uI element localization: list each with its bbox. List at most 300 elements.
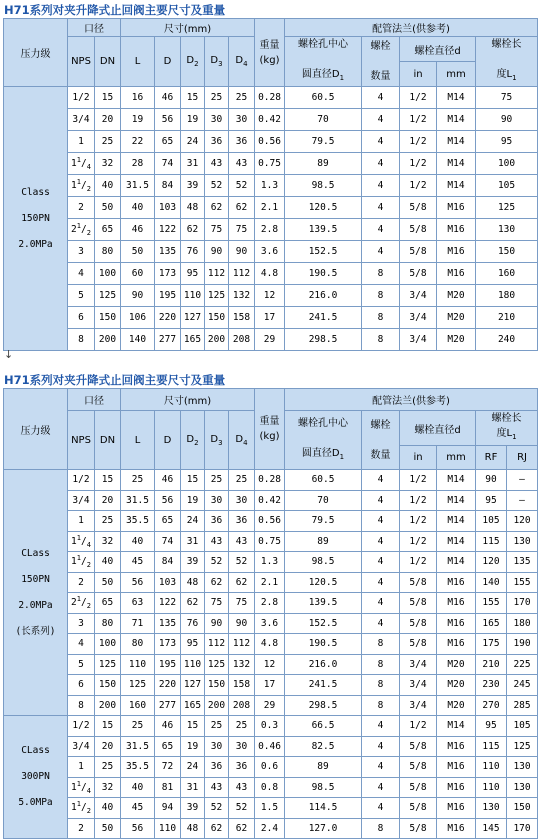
cell-nps: 3/4 <box>68 109 95 131</box>
cell-d2: 95 <box>181 263 205 285</box>
cell-bolt-in: 3/4 <box>400 307 437 329</box>
cell-bolt-in: 1/2 <box>400 109 437 131</box>
cell-bolt-mm: M16 <box>437 593 476 614</box>
cell-weight: 0.42 <box>255 109 285 131</box>
cell-d2: 62 <box>181 219 205 241</box>
cell-l: 19 <box>121 109 155 131</box>
cell-dn: 20 <box>95 736 121 757</box>
cell-bolt-circle: 139.5 <box>285 219 362 241</box>
cell-d: 220 <box>155 675 181 696</box>
cell-dn: 25 <box>95 757 121 778</box>
cell-dn: 150 <box>95 675 121 696</box>
cell-l: 46 <box>121 219 155 241</box>
cell-bolt-circle: 89 <box>285 757 362 778</box>
cell-d: 56 <box>155 490 181 511</box>
cell-l: 31.5 <box>121 175 155 197</box>
cell-weight: 3.6 <box>255 613 285 634</box>
cell-bolt-qty: 4 <box>362 490 400 511</box>
cell-l: 56 <box>121 572 155 593</box>
cell-d4: 36 <box>229 757 255 778</box>
cell-d4: 52 <box>229 552 255 573</box>
cell-l: 56 <box>121 818 155 839</box>
cell-nps: 1/2 <box>68 716 95 737</box>
cell-bolt-circle: 114.5 <box>285 798 362 819</box>
cell-d4: 112 <box>229 634 255 655</box>
table-row <box>4 470 538 491</box>
cell-bolt-mm: M14 <box>437 490 476 511</box>
header-pressure: 压力级 <box>4 389 68 470</box>
cell-dn: 32 <box>95 777 121 798</box>
cell-dn: 50 <box>95 572 121 593</box>
header-bolt-circle: 螺栓孔中心 圆直径$D_1$ <box>285 411 362 470</box>
cell-bolt-qty: 4 <box>362 153 400 175</box>
cell-d2: 24 <box>181 511 205 532</box>
cell-d: 135 <box>155 241 181 263</box>
cell-weight: 2.4 <box>255 818 285 839</box>
table-row <box>4 197 538 219</box>
table1-title: H71系列对夹升降式止回阀主要尺寸及重量 <box>4 3 226 17</box>
cell-bolt-qty: 4 <box>362 175 400 197</box>
cell-bolt-len-rj: 155 <box>507 572 538 593</box>
header-weight: 重量 (kg) <box>255 19 285 87</box>
cell-dn: 100 <box>95 634 121 655</box>
cell-bolt-len-rf: 140 <box>476 572 507 593</box>
cell-weight: 0.46 <box>255 736 285 757</box>
cell-d: 56 <box>155 109 181 131</box>
cell-bolt-len-rj: 105 <box>507 716 538 737</box>
cell-bolt-in: 1/2 <box>400 531 437 552</box>
cell-bolt-circle: 66.5 <box>285 716 362 737</box>
cell-d: 81 <box>155 777 181 798</box>
table-row <box>4 736 538 757</box>
cell-d3: 36 <box>205 757 229 778</box>
cell-bolt-qty: 4 <box>362 531 400 552</box>
header-d3: $D_3$ <box>205 37 229 87</box>
cell-nps: 3/4 <box>68 490 95 511</box>
cell-d3: 62 <box>205 818 229 839</box>
cell-bolt-len-rj: 130 <box>507 531 538 552</box>
cell-weight: 4.8 <box>255 263 285 285</box>
cell-d4: 52 <box>229 798 255 819</box>
cell-d2: 76 <box>181 613 205 634</box>
cell-bolt-qty: 8 <box>362 654 400 675</box>
cell-weight: 2.8 <box>255 219 285 241</box>
cell-bolt-len-rf: 155 <box>476 593 507 614</box>
cell-bolt-len-rj: 225 <box>507 654 538 675</box>
cell-bolt-len-rj: 130 <box>507 777 538 798</box>
cell-dn: 15 <box>95 716 121 737</box>
cell-bolt-mm: M16 <box>437 572 476 593</box>
cell-d2: 48 <box>181 818 205 839</box>
cell-d2: 127 <box>181 675 205 696</box>
cell-weight: 0.6 <box>255 757 285 778</box>
cell-weight: 1.3 <box>255 552 285 573</box>
header-bolt-qty: 螺栓 数量 <box>362 411 400 470</box>
cell-bolt-len-rj: 245 <box>507 675 538 696</box>
cell-l: 140 <box>121 329 155 351</box>
cell-d: 84 <box>155 552 181 573</box>
cell-bolt-len-rf: 270 <box>476 695 507 716</box>
cell-l: 45 <box>121 552 155 573</box>
cell-nps: $1^1/_2$ <box>68 175 95 197</box>
cell-d2: 24 <box>181 757 205 778</box>
cell-bolt-circle: 216.0 <box>285 285 362 307</box>
cell-bolt-qty: 4 <box>362 511 400 532</box>
cell-bolt-len-rj: 170 <box>507 593 538 614</box>
cell-d3: 150 <box>205 675 229 696</box>
cell-bolt-circle: 60.5 <box>285 470 362 491</box>
cell-nps: 4 <box>68 634 95 655</box>
cell-d2: 76 <box>181 241 205 263</box>
cell-nps: 8 <box>68 329 95 351</box>
cell-d4: 52 <box>229 175 255 197</box>
cell-bolt-len-rj: 285 <box>507 695 538 716</box>
cell-bolt-in: 5/8 <box>400 572 437 593</box>
cell-d4: 43 <box>229 153 255 175</box>
cell-bolt-circle: 241.5 <box>285 307 362 329</box>
cell-bolt-len-rf: 125 <box>476 197 538 219</box>
cell-bolt-circle: 98.5 <box>285 175 362 197</box>
table-row <box>4 531 538 552</box>
cell-l: 125 <box>121 675 155 696</box>
cell-weight: 0.3 <box>255 716 285 737</box>
cell-d: 65 <box>155 511 181 532</box>
cell-nps: 3 <box>68 613 95 634</box>
cell-bolt-mm: M14 <box>437 87 476 109</box>
cell-d4: 62 <box>229 572 255 593</box>
cell-d3: 52 <box>205 175 229 197</box>
cell-bolt-len-rj: 180 <box>507 613 538 634</box>
cell-bolt-in: 1/2 <box>400 490 437 511</box>
header-bolt-qty: 螺栓 数量 <box>362 37 400 87</box>
pressure-class-line: 150PN <box>21 212 50 224</box>
cell-bolt-in: 1/2 <box>400 153 437 175</box>
table-row <box>4 87 538 109</box>
cell-bolt-circle: 98.5 <box>285 552 362 573</box>
cell-bolt-qty: 4 <box>362 736 400 757</box>
cell-bolt-mm: M20 <box>437 654 476 675</box>
table-row <box>4 552 538 573</box>
cell-dn: 50 <box>95 818 121 839</box>
cell-d: 103 <box>155 197 181 219</box>
spec-table-1 <box>3 18 538 351</box>
header-d: D <box>155 37 181 87</box>
cell-l: 22 <box>121 131 155 153</box>
header-l: L <box>121 37 155 87</box>
cell-d3: 62 <box>205 197 229 219</box>
cell-d: 84 <box>155 175 181 197</box>
cell-weight: 2.1 <box>255 572 285 593</box>
cell-bolt-qty: 8 <box>362 695 400 716</box>
cell-bolt-mm: M20 <box>437 675 476 696</box>
cell-d4: 25 <box>229 87 255 109</box>
cell-bolt-qty: 8 <box>362 634 400 655</box>
cell-bolt-qty: 4 <box>362 87 400 109</box>
cell-bolt-len-rf: 145 <box>476 818 507 839</box>
cell-d3: 125 <box>205 654 229 675</box>
pressure-class-line: 5.0MPa <box>18 797 53 808</box>
cell-bolt-qty: 4 <box>362 593 400 614</box>
cell-bolt-in: 5/8 <box>400 219 437 241</box>
cell-d: 173 <box>155 634 181 655</box>
pressure-class-cell <box>4 470 68 716</box>
cell-d2: 95 <box>181 634 205 655</box>
table-row <box>4 511 538 532</box>
cell-d: 94 <box>155 798 181 819</box>
cell-dn: 80 <box>95 613 121 634</box>
cell-bolt-len-rf: 110 <box>476 777 507 798</box>
cell-weight: 0.75 <box>255 531 285 552</box>
header-nps: NPS <box>68 411 95 470</box>
cell-l: 110 <box>121 654 155 675</box>
table-row <box>4 572 538 593</box>
cell-d4: 43 <box>229 531 255 552</box>
cell-d4: 43 <box>229 777 255 798</box>
header-d3: $D_3$ <box>205 411 229 470</box>
cell-dn: 65 <box>95 593 121 614</box>
table-row <box>4 593 538 614</box>
cell-bolt-len-rf: 165 <box>476 613 507 634</box>
cell-bolt-qty: 4 <box>362 219 400 241</box>
cell-bolt-qty: 8 <box>362 818 400 839</box>
cell-d2: 31 <box>181 531 205 552</box>
header-bolt-dia: 螺栓直径d <box>400 411 476 446</box>
cell-d3: 75 <box>205 219 229 241</box>
cell-nps: 1/2 <box>68 87 95 109</box>
cell-d2: 39 <box>181 552 205 573</box>
cell-d3: 36 <box>205 131 229 153</box>
table-row <box>4 798 538 819</box>
cell-l: 25 <box>121 470 155 491</box>
cell-d: 277 <box>155 329 181 351</box>
cell-nps: 2 <box>68 197 95 219</box>
cell-bolt-qty: 4 <box>362 572 400 593</box>
cell-d: 65 <box>155 131 181 153</box>
cell-d3: 43 <box>205 531 229 552</box>
cell-nps: 5 <box>68 654 95 675</box>
cell-bolt-circle: 82.5 <box>285 736 362 757</box>
cell-weight: 29 <box>255 695 285 716</box>
header-d4: $D_4$ <box>229 411 255 470</box>
table-row <box>4 757 538 778</box>
cell-d: 122 <box>155 219 181 241</box>
cell-d2: 19 <box>181 109 205 131</box>
cell-nps: 6 <box>68 675 95 696</box>
cell-d: 103 <box>155 572 181 593</box>
cell-bolt-circle: 70 <box>285 490 362 511</box>
cell-bolt-len-rj: 130 <box>507 757 538 778</box>
cell-bolt-qty: 4 <box>362 241 400 263</box>
header-in: in <box>400 446 437 470</box>
cell-bolt-circle: 152.5 <box>285 613 362 634</box>
cell-d4: 30 <box>229 109 255 131</box>
cell-weight: 17 <box>255 675 285 696</box>
cell-bolt-len-rf: 180 <box>476 285 538 307</box>
cell-dn: 125 <box>95 285 121 307</box>
cell-bolt-len-rf: 95 <box>476 131 538 153</box>
cell-d3: 30 <box>205 109 229 131</box>
cell-bolt-len-rj: 170 <box>507 818 538 839</box>
cell-d3: 62 <box>205 572 229 593</box>
cell-d4: 36 <box>229 131 255 153</box>
cell-l: 31.5 <box>121 736 155 757</box>
cell-bolt-in: 3/4 <box>400 654 437 675</box>
cell-l: 16 <box>121 87 155 109</box>
cell-bolt-len-rj: 150 <box>507 798 538 819</box>
cell-bolt-len-rj: 135 <box>507 552 538 573</box>
cell-dn: 100 <box>95 263 121 285</box>
cell-bolt-circle: 152.5 <box>285 241 362 263</box>
cell-d4: 158 <box>229 675 255 696</box>
cell-bolt-in: 5/8 <box>400 241 437 263</box>
cell-bolt-mm: M14 <box>437 531 476 552</box>
cell-d: 195 <box>155 285 181 307</box>
cell-bolt-in: 1/2 <box>400 511 437 532</box>
cell-d4: 62 <box>229 818 255 839</box>
cell-bolt-circle: 89 <box>285 153 362 175</box>
cell-bolt-circle: 298.5 <box>285 695 362 716</box>
cell-bolt-mm: M14 <box>437 175 476 197</box>
cell-d3: 150 <box>205 307 229 329</box>
cell-d2: 15 <box>181 716 205 737</box>
cell-d3: 52 <box>205 798 229 819</box>
cell-bolt-in: 5/8 <box>400 634 437 655</box>
header-dn: DN <box>95 37 121 87</box>
cell-d3: 25 <box>205 87 229 109</box>
header-dims: 尺寸(mm) <box>121 389 255 411</box>
cell-d2: 31 <box>181 777 205 798</box>
cell-weight: 0.8 <box>255 777 285 798</box>
table-row <box>4 675 538 696</box>
cell-d4: 30 <box>229 490 255 511</box>
cell-weight: 17 <box>255 307 285 329</box>
cell-d4: 158 <box>229 307 255 329</box>
cell-bolt-len-rf: 90 <box>476 470 507 491</box>
cell-nps: 1 <box>68 131 95 153</box>
table-row <box>4 241 538 263</box>
cell-bolt-in: 5/8 <box>400 736 437 757</box>
cell-bolt-mm: M14 <box>437 153 476 175</box>
cell-bolt-circle: 98.5 <box>285 777 362 798</box>
cell-d3: 112 <box>205 263 229 285</box>
header-in: in <box>400 62 437 87</box>
cell-l: 35.5 <box>121 511 155 532</box>
cell-bolt-qty: 8 <box>362 285 400 307</box>
cell-bolt-mm: M16 <box>437 219 476 241</box>
cell-nps: 3 <box>68 241 95 263</box>
cell-bolt-len-rf: 105 <box>476 175 538 197</box>
paragraph-mark: ↓ <box>4 348 14 361</box>
header-bolt-circle: 螺栓孔中心 圆直径$D_1$ <box>285 37 362 87</box>
cell-bolt-circle: 241.5 <box>285 675 362 696</box>
header-d2: $D_2$ <box>181 411 205 470</box>
cell-nps: 6 <box>68 307 95 329</box>
cell-weight: 1.5 <box>255 798 285 819</box>
cell-d4: 132 <box>229 285 255 307</box>
header-rj: RJ <box>507 446 538 470</box>
cell-bolt-mm: M16 <box>437 798 476 819</box>
cell-d4: 132 <box>229 654 255 675</box>
cell-bolt-in: 5/8 <box>400 818 437 839</box>
cell-nps: 2 <box>68 572 95 593</box>
cell-d3: 90 <box>205 241 229 263</box>
cell-d3: 43 <box>205 153 229 175</box>
cell-nps: 3/4 <box>68 736 95 757</box>
cell-bolt-qty: 4 <box>362 777 400 798</box>
cell-l: 40 <box>121 777 155 798</box>
table-row <box>4 307 538 329</box>
cell-nps: $1^1/_4$ <box>68 531 95 552</box>
table2-title: H71系列对夹升降式止回阀主要尺寸及重量 <box>4 373 226 387</box>
cell-weight: 0.75 <box>255 153 285 175</box>
cell-l: 160 <box>121 695 155 716</box>
cell-bolt-circle: 60.5 <box>285 87 362 109</box>
cell-bolt-in: 1/2 <box>400 87 437 109</box>
cell-nps: 5 <box>68 285 95 307</box>
cell-l: 90 <box>121 285 155 307</box>
cell-bolt-len-rj: — <box>507 490 538 511</box>
cell-bolt-in: 5/8 <box>400 613 437 634</box>
cell-nps: $1^1/_2$ <box>68 798 95 819</box>
cell-bolt-in: 3/4 <box>400 285 437 307</box>
cell-weight: 0.56 <box>255 131 285 153</box>
cell-bolt-in: 5/8 <box>400 593 437 614</box>
cell-weight: 12 <box>255 654 285 675</box>
cell-dn: 32 <box>95 153 121 175</box>
cell-bolt-mm: M16 <box>437 241 476 263</box>
table-row <box>4 175 538 197</box>
table-row <box>4 777 538 798</box>
cell-bolt-len-rf: 90 <box>476 109 538 131</box>
cell-d3: 112 <box>205 634 229 655</box>
cell-weight: 0.28 <box>255 87 285 109</box>
cell-d3: 30 <box>205 736 229 757</box>
cell-d2: 39 <box>181 798 205 819</box>
cell-d2: 62 <box>181 593 205 614</box>
cell-weight: 12 <box>255 285 285 307</box>
cell-d: 173 <box>155 263 181 285</box>
cell-d3: 75 <box>205 593 229 614</box>
cell-bolt-circle: 120.5 <box>285 572 362 593</box>
cell-d2: 48 <box>181 572 205 593</box>
table-row <box>4 131 538 153</box>
pressure-class-line: Class <box>21 186 50 198</box>
cell-bolt-len-rf: 120 <box>476 552 507 573</box>
header-rf: RF <box>476 446 507 470</box>
cell-nps: 4 <box>68 263 95 285</box>
cell-d3: 125 <box>205 285 229 307</box>
cell-d: 46 <box>155 470 181 491</box>
cell-bolt-mm: M16 <box>437 263 476 285</box>
cell-dn: 25 <box>95 511 121 532</box>
cell-weight: 4.8 <box>255 634 285 655</box>
cell-nps: $2^1/_2$ <box>68 593 95 614</box>
cell-d2: 15 <box>181 87 205 109</box>
cell-bolt-mm: M14 <box>437 109 476 131</box>
cell-bolt-in: 5/8 <box>400 263 437 285</box>
cell-bolt-len-rf: 210 <box>476 654 507 675</box>
cell-bolt-len-rf: 95 <box>476 716 507 737</box>
cell-d4: 90 <box>229 241 255 263</box>
cell-bolt-len-rf: 110 <box>476 757 507 778</box>
cell-d3: 25 <box>205 716 229 737</box>
cell-bolt-mm: M14 <box>437 131 476 153</box>
header-bolt-len: 螺栓长 度$L_1$ <box>476 37 538 87</box>
cell-bolt-in: 1/2 <box>400 470 437 491</box>
table-row <box>4 818 538 839</box>
cell-l: 60 <box>121 263 155 285</box>
cell-weight: 0.28 <box>255 470 285 491</box>
